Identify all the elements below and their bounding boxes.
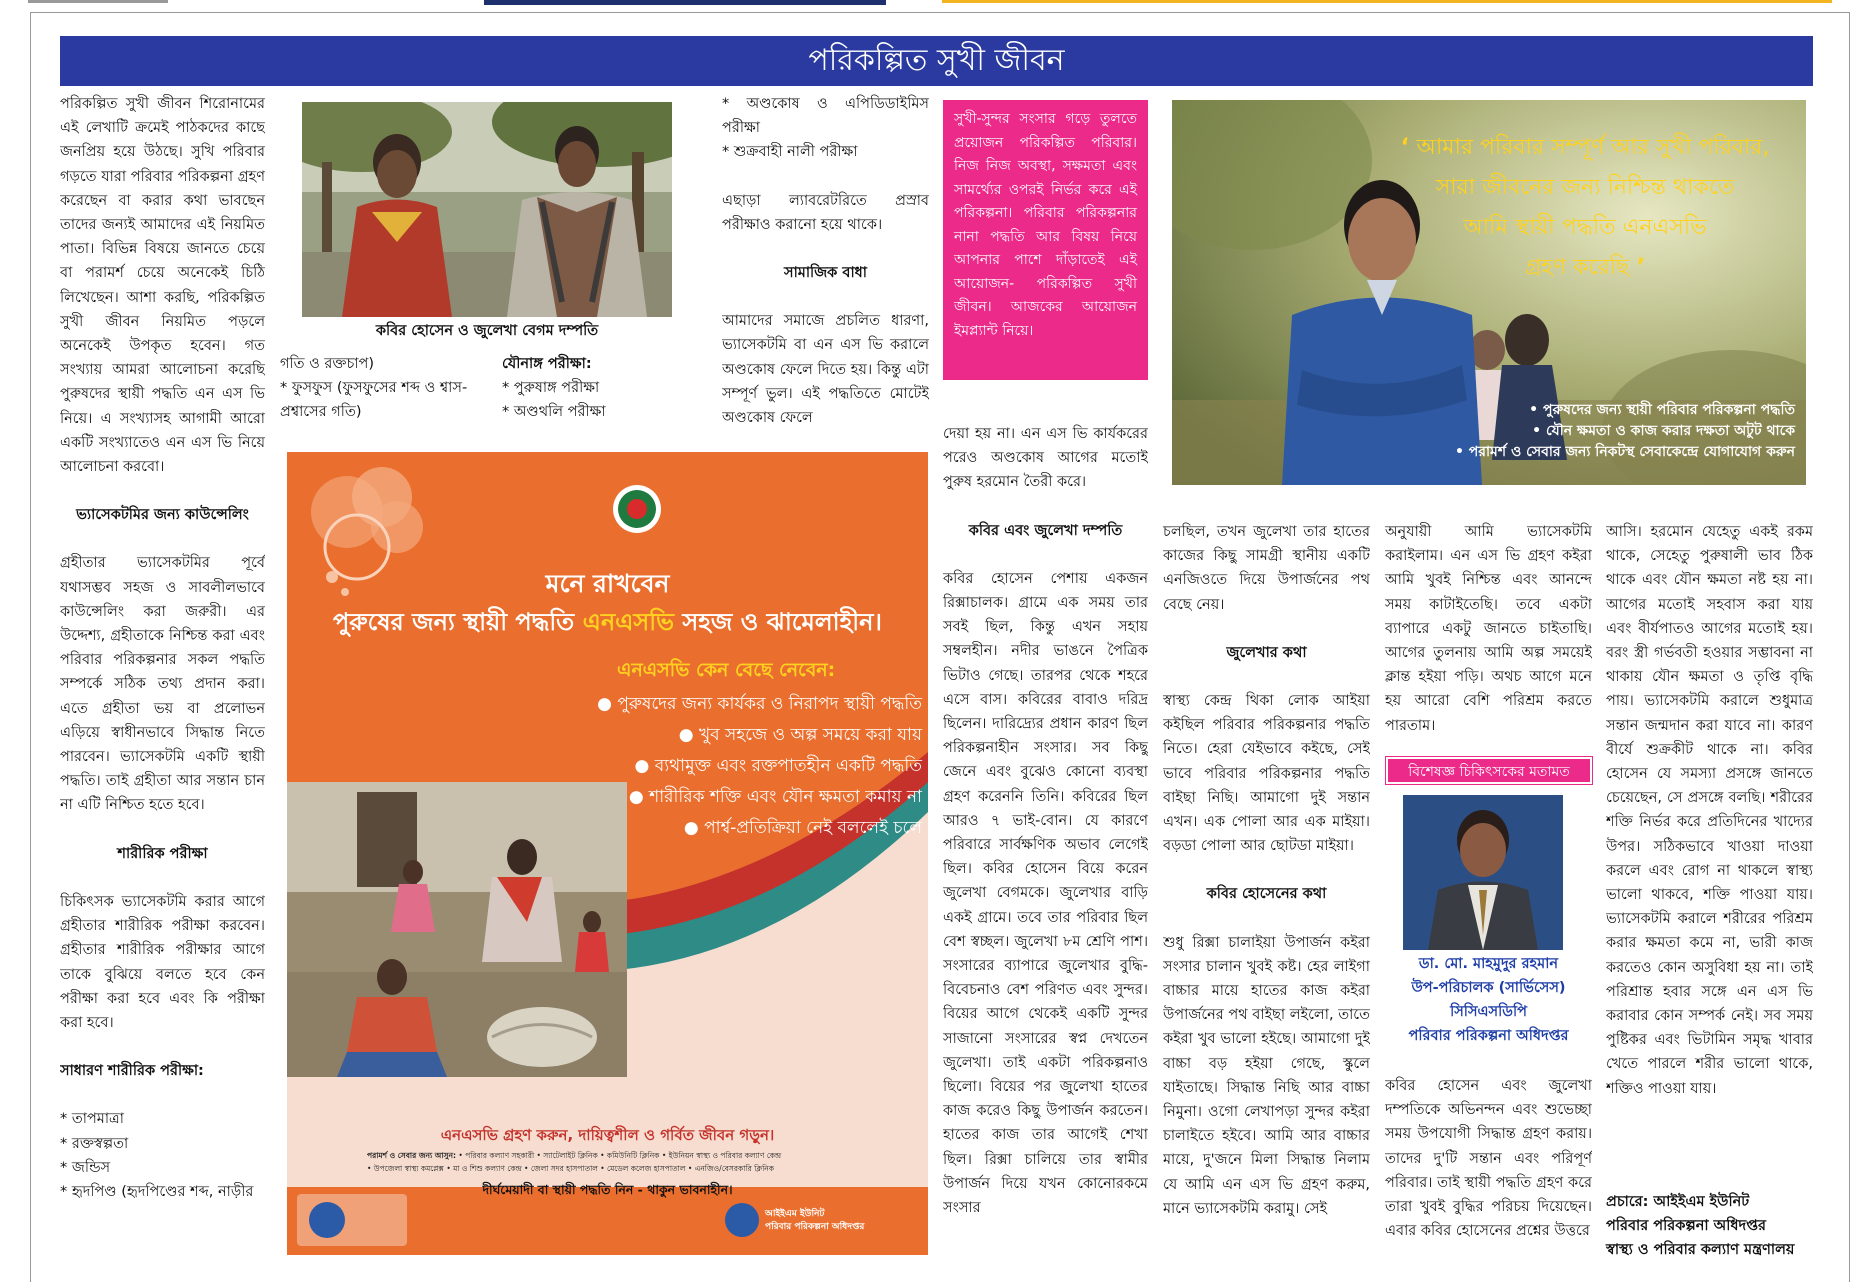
column-6 <box>1385 520 1592 750</box>
section-heading: কবির এবং জুলেখা দম্পতি <box>968 522 1123 539</box>
credits: প্রচারে: আইইএম ইউনিট পরিবার পরিকল্পনা অধিদপ্তর স্বাস্থ্য ও পরিবার কল্যাণ মন্ত্রণালয় <box>1606 1194 1795 1258</box>
social-paragraph: আমাদের সমাজে প্রচলিত ধারণা, ভ্যাসেকটমি বা এন এস ভি করালে অণ্ডকোষ ফেলে দিতে হয়। কিন্তু এটা সম্পূর্ণ ভুল। এই পদ্ধতিতে মোটেই অণ্ডকোষ ফেলে <box>722 313 929 427</box>
column-1 <box>60 92 265 1267</box>
paragraph: দেয়া হয় না। এন এস ভি কার্যকরের পরেও অণ্ডকোষ আগের মতোই পুরুষ হরমোন তৈরী করে। <box>943 426 1148 491</box>
ad-bullet: ● পুরুষদের জন্য কার্যকর ও নিরাপদ স্থায়ী পদ্ধতি <box>597 694 922 714</box>
paragraph: চলছিল, তখন জুলেখা তার হাতের কাজের কিছু সামগ্রী স্থানীয় একটি এনজিওতে দিয়ে উপার্জনের পথ বেছে নেয়। <box>1163 524 1370 613</box>
list-item: * জন্ডিস <box>60 1159 111 1176</box>
ad-quote <box>1375 128 1795 288</box>
page-title: পরিকল্পিত সুখী জীবন <box>60 36 1813 86</box>
top-rule-left <box>28 0 168 3</box>
section-heading: যৌনাঙ্গ পরীক্ষা: <box>502 356 592 372</box>
section-heading: সামাজিক বাধা <box>784 265 867 282</box>
lab-paragraph: এছাড়া ল্যাবরেটরিতে প্রস্রাব পরীক্ষাও করানো হয়ে থাকে। <box>722 192 929 233</box>
paragraph: অনুযায়ী আমি ভ্যাসেকটমি করাইলাম। এন এস ভি গ্রহণ কইরা আমি খুবই নিশ্চিন্ত এবং আনন্দে সময় কাটাইতেছি। তবে একটা ব্যাপারে একটু জানতে চাইতাছি। আগের তুলনায় আমি অল্প সময়েই ক্লান্ত হইয়া পড়ি। অথচ আগে মনে হয় আরো বেশি পরিশ্রম করতে পারতাম। <box>1385 524 1592 734</box>
ad-bullets <box>1395 400 1795 463</box>
section-heading: জুলেখার কথা <box>1226 644 1307 661</box>
quote-line: গ্রহণ করেছি ’ <box>1524 255 1646 280</box>
ad-bullet-list <box>492 689 922 844</box>
ad-bullet: ● খুব সহজে ও অল্প সময়ে করা যায় <box>678 725 922 745</box>
section-heading: ভ্যাসেকটমির জন্য কাউন্সেলিং <box>76 507 249 524</box>
ad-bullet: • পুরুষদের জন্য স্থায়ী পরিবার পরিকল্পনা পদ্ধতি <box>1529 402 1795 418</box>
doctor-answer-paragraph: কবির হোসেন এবং জুলেখা দম্পতিকে অভিনন্দন এবং শুভেচ্ছা সময় উপযোগী সিদ্ধান্ত গ্রহণ করায়। তাদের দু'টি সন্তান এবং পরিপূর্ণ পরিবার। তাই স্থায়ী পদ্ধতি গ্রহণ করে তারা খুবই বুদ্ধির পরিচয় দিয়েছেন। এবার কবির হোসেনের প্রশ্নের উত্তরে <box>1385 1078 1592 1240</box>
ad-footer-right: আইইএম ইউনিট পরিবার পরিকল্পনা অধিদপ্তর <box>765 1209 865 1232</box>
list-item: * তাপমাত্রা <box>60 1111 124 1128</box>
column-3 <box>722 92 929 432</box>
ad-bullet: ● পার্শ্ব-প্রতিক্রিয়া নেই বললেই চলে <box>683 818 922 838</box>
ad-bullet: • যৌন ক্ষমতা ও কাজ করার দক্ষতা অটুট থাকে <box>1532 423 1795 439</box>
section-heading: সাধারণ শারীরিক পরীক্ষা: <box>60 1063 204 1080</box>
intro-paragraph: পরিকল্পিত সুখী জীবন শিরোনামের এই লেখাটি ক্রমেই পাঠকদের কাছে জনপ্রিয় হয়ে উঠছে। সুখি পরিবার গড়তে যারা পরিবার পরিকল্পনা গ্রহণ করেছেন বা করার কথা ভাবছেন তাদের জন্যই আমাদের এই নিয়মিত পাতা। বিভিন্ন বিষয়ে জানতে চেয়ে বা পরামর্শ চেয়ে অনেকেই চিঠি লিখেছেন। আশা করছি, পরিকল্পিত সুখী জীবন নিয়মিত পড়লে অনেকেই উপকৃত হবেন। গত সংখ্যায় আমরা আলোচনা করেছি পুরুষদের স্থায়ী পদ্ধতি এন এস ভি নিয়ে। এ সংখ্যাসহ আগামী আরো একটি সংখ্যাতেও এন এস ভি নিয়ে আলোচনা করবো। <box>60 96 265 476</box>
column-2a: গতি ও রক্তচাপ) * ফুসফুস (ফুসফুসের শব্দ ও শ্বাস-প্রশ্বাসের গতি) <box>280 356 468 421</box>
column-2b <box>502 352 672 432</box>
list-item: * পুরুষাঙ্গ পরীক্ষা <box>502 380 600 397</box>
list-item: * রক্তস্বল্পতা <box>60 1135 129 1152</box>
doctor-photo <box>1403 795 1563 950</box>
top-rule-right <box>942 0 1832 3</box>
ad-slogan: এনএসভি গ্রহণ করুন, দায়িত্বশীল ও গর্বিত জীবন গড়ুন। <box>440 1126 775 1144</box>
top-rule-mid <box>484 0 886 5</box>
photo-caption: কবির হোসেন ও জুলেখা বেগম দম্পতি <box>375 323 599 339</box>
julekha-paragraph: স্বাস্থ্য কেন্দ্র থিকা লোক আইয়া কইছিল পরিবার পরিকল্পনার পদ্ধতি নিতে। হেরা যেইভাবে কইছে, সেই ভাবে পরিবার পরিকল্পনার পদ্ধতি বাইছা নিছি। আমাগো দুই সন্তান এখন। এক পোলা আর এক মাইয়া। বড়ডা পোলা আর ছোটডা মাইয়া। <box>1163 693 1370 855</box>
ad-long-term: দীর্ঘমেয়াদী বা স্থায়ী পদ্ধতি নিন - থাকুন ভাবনাহীন। <box>482 1182 733 1197</box>
couple-photo <box>302 102 672 317</box>
ad-contact: পরামর্শ ও সেবার জন্য আসুন: • পরিবার কল্যাণ সহকারী • স্যাটেলাইট ক্লিনিক • কমিউনিটি ক্লিনিক • ইউনিয়ন স্বাস্থ্য ও পরিবার কল্যাণ কেন্দ্র • উপজেলা স্বাস্থ্য কমপ্লেক্স • মা ও শিশু কল্যাণ কেন্দ্র • জেলা সদর হাসপাতাল • মেডেল কলেজ হাসপাতাল • এনজিও/বেসরকারি ক্লিনিক <box>367 1151 782 1173</box>
ad-remember: মনে রাখবেন <box>545 569 670 598</box>
physical-exam-paragraph: চিকিৎসক ভ্যাসেকটমি করার আগে গ্রহীতার শারীরিক পরীক্ষা করবেন। গ্রহীতার শারীরিক পরীক্ষার আগে তাকে বুঝিয়ে বলতে হবে কেন পরীক্ষা করা হবে এবং কি পরীক্ষা করা হবে। <box>60 893 265 1031</box>
doctor-answer-continued: আসি। হরমোন যেহেতু একই রকম থাকে, সেহেতু পুরুষালী ভাব ঠিক থাকে এবং যৌন ক্ষমতা নষ্ট হয় না। আগের মতোই সহবাস করা যায় এবং বীর্যপাতও আগের মতোই হয়। বরং স্ত্রী গর্ভবতী হওয়ার সম্ভাবনা না থাকায় যৌন ক্ষমতা ও তৃপ্তি বৃদ্ধি পায়। ভ্যাসেকটমি করালে শুধুমাত্র সন্তান জন্মদান করা যাবে না। কারণ বীর্যে শুক্রকীট থাকে না। কবির হোসেন যে সমস্যা প্রসঙ্গে জানতে চেয়েছেন, সে প্রসঙ্গে বলছি। শরীরের শক্তি নির্ভর করে প্রতিদিনের খাদ্যের উপর। সঠিকভাবে খাওয়া দাওয়া করলে এবং রোগ না থাকলে স্বাস্থ্য ভালো থাকবে, শক্তি পাওয়া যায়। ভ্যাসেকটমি করালে শরীরের পরিশ্রম করার ক্ষমতা কমে না, ভারী কাজ করতেও কোন অসুবিধা হয় না। তাই পরিশ্রান্ত হবার সঙ্গে এন এস ভি করাবার কোন সম্পর্ক নেই। সব সময় পুষ্টিকর এবং ভিটামিন সমৃদ্ধ খাবার খেতে পারলে শরীর ভালো থাকে, শক্তিও পাওয়া যায়। <box>1606 524 1813 1097</box>
ad-why-heading: এনএসভি কেন বেছে নেবেন: <box>617 659 836 681</box>
expert-opinion-label: বিশেষজ্ঞ চিকিৎসকের মতামত <box>1386 757 1592 784</box>
list-item: * অণ্ডথলি পরীক্ষা <box>502 404 606 421</box>
list-item: * শুক্রবাহী নালী পরীক্ষা <box>722 144 858 161</box>
quote-line: ‘ আমার পরিবার সম্পূর্ণ আর সুখী পরিবার, <box>1400 135 1770 160</box>
quote-line: আমি স্থায়ী পদ্ধতি এনএসভি <box>1463 215 1707 240</box>
intro-callout-box: সুখী-সুন্দর সংসার গড়ে তুলতে প্রয়োজন পরিকল্পিত পরিবার। নিজ নিজ অবস্থা, সক্ষমতা এবং সামর্থ্যের ওপরই নির্ভর করে এই পরিকল্পনা। পরিবার পরিকল্পনার নানা পদ্ধতি আর বিষয় নিয়ে আপনার পাশে দাঁড়াতেই এই আয়োজন- পরিকল্পিত সুখী জীবন। আজকের আয়োজন ইমপ্ল্যান্ট নিয়ে। <box>943 100 1148 380</box>
ad-bullet: ● ব্যথামুক্ত এবং রক্তপাতহীন একটি পদ্ধতি <box>634 756 922 776</box>
column-6b <box>1385 1074 1592 1267</box>
section-heading: কবির হোসেনের কথা <box>1206 886 1327 903</box>
column-5 <box>1163 520 1370 1267</box>
nsv-advertisement <box>287 452 928 1255</box>
doctor-credentials: ডা. মো. মাহমুদুর রহমান উপ-পরিচালক (সার্ভিসেস) সিসিএসডিপি পরিবার পরিকল্পনা অধিদপ্তর <box>1408 956 1569 1044</box>
quote-line: সারা জীবনের জন্য নিশ্চিন্ত থাকতে <box>1435 175 1735 200</box>
column-7 <box>1606 520 1813 1180</box>
column-4 <box>943 422 1148 1267</box>
couple-story-paragraph: কবির হোসেন পেশায় একজন রিক্সাচালক। গ্রামে এক সময় তার সবই ছিল, কিন্তু এখন সহায় সম্বলহীন। নদীর ভাঙনে পৈত্রিক ভিটাও গেছে। তারপর থেকে শহরে এসে বাস। কবিরের বাবাও দরিদ্র ছিলেন। দারিদ্র্যের প্রধান কারণ ছিল পরিকল্পনাহীন সংসার। সব কিছু জেনে এবং বুঝেও কোনো ব্যবস্থা গ্রহণ করেননি তিনি। কবিরের ছিল আরও ৭ ভাই-বোন। যে কারণে পরিবারে সার্বক্ষণিক অভাব লেগেই ছিল। কবির হোসেন বিয়ে করেন জুলেখা বেগমকে। জুলেখার বাড়ি একই গ্রামে। তবে তার পরিবার ছিল বেশ স্বচ্ছল। জুলেখা ৮ম শ্রেণি পাশ। সংসারের ব্যাপারে জুলেখার বুদ্ধি-বিবেচনাও বেশ পরিণত এবং সুন্দর। বিয়ের আগে থেকেই একটি সুন্দর সাজানো সংসারের স্বপ্ন দেখতেন জুলেখা। তাই একটা পরিকল্পনাও ছিলো। বিয়ের পর জুলেখা হাতের কাজ করেও কিছু উপার্জন করতেন। হাতের কাজ তার আগেই শেখা ছিল। রিক্সা চালিয়ে তার স্বামীর উপার্জন দিয়ে যখন কোনোরকমে সংসার <box>943 570 1148 1217</box>
list-item: * হৃদপিণ্ড (হৃদপিণ্ডের শব্দ, নাড়ীর <box>60 1183 254 1200</box>
ad-tagline: পুরুষের জন্য স্থায়ী পদ্ধতি এনএসভি সহজ ও ঝামেলাহীন। <box>332 608 883 636</box>
section-heading: শারীরিক পরীক্ষা <box>117 845 208 862</box>
ad-bullet: ● শারীরিক শক্তি এবং যৌন ক্ষমতা কমায় না <box>628 787 922 807</box>
list-item: * অণ্ডকোষ ও এপিডিডাইমিস পরীক্ষা <box>722 96 929 137</box>
kabir-paragraph: শুধু রিক্সা চালাইয়া উপার্জন কইরা সংসার চালান খুবই কষ্ট। হের লাইগা বাচ্চার মায়ে হাতের কাজ কইরা উপার্জনের পথ বাইছা লইলো, তাতে কইরা খুব ভালো হইছে। আমাগো দুই বাচ্চা বড় হইয়া গেছে, স্কুলে যাইতাছে। সিদ্ধান্ত নিছি আর বাচ্চা নিমুনা। ওগো লেখাপড়া সুন্দর কইরা চালাইতে হইবে। আমি আর বাচ্চার মায়ে, দু'জনে মিলা সিদ্ধান্ত নিলাম যে আমি এন এস ভি গ্রহণ করুম, মানে ভ্যাসেকটমি করামু। সেই <box>1163 934 1370 1217</box>
counseling-paragraph: গ্রহীতার ভ্যাসেকটমির পূর্বে যথাসম্ভব সহজ ও সাবলীলভাবে কাউন্সেলিং করা জরুরী। এর উদ্দেশ্য, গ্রহীতাকে নিশ্চিন্ত করা এবং পরিবার পরিকল্পনার সকল পদ্ধতি সম্পর্কে সঠিক তথ্য প্রদান করা। এতে গ্রহীতা ভয় বা প্রলোভন এড়িয়ে স্বাধীনভাবে সিদ্ধান্ত নিতে পারবেন। ভ্যাসেকটমি একটি স্থায়ী পদ্ধতি। তাই গ্রহীতা আর সন্তান চান না এটি নিশ্চিত হতে হবে। <box>60 555 265 814</box>
ad-bullet: • পরামর্শ ও সেবার জন্য নিকটস্থ সেবাকেন্দ্রে যোগাযোগ করুন <box>1454 444 1795 460</box>
